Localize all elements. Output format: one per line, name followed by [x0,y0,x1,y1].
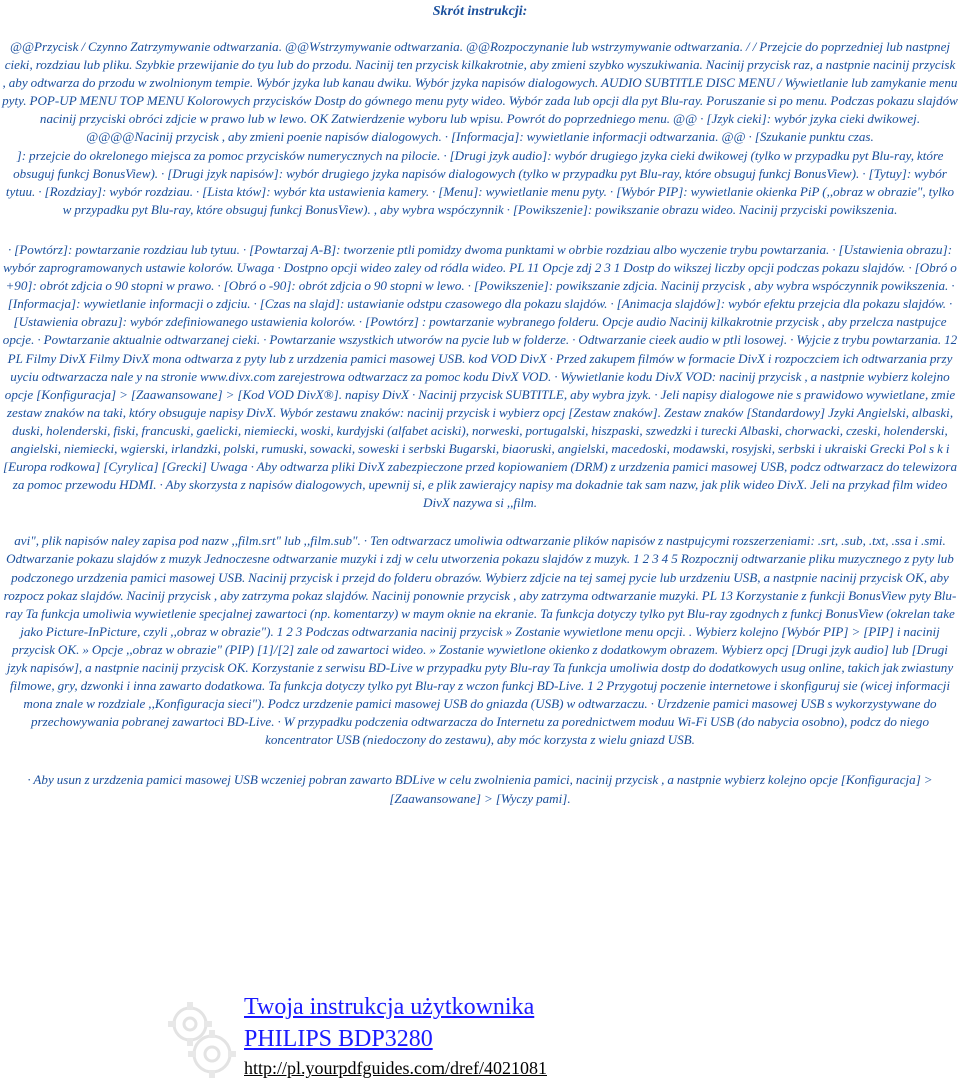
manual-url-link[interactable]: http://pl.yourpdfguides.com/dref/4021081 [244,1058,547,1078]
paragraph-quick-guide: @@Przycisk / Czynno Zatrzymywanie odtwarzania. @@Wstrzymywanie odtwarzania. @@Rozpoczynanie lub wstrzymywanie odtwarzania. / / Przejcie do poprzedniej lub nastpnej cieki, rozdziau lub pliku. Szybkie przewijanie do tyu lub do przodu. Nacinij ten przycisk kilkakrotnie, aby zmieni szybko wyszukiwania. Nacinij przycisk raz, a nastpnie nacinij przycisk , aby odtwarza do przodu w zwolnionym tempie. Wybór jzyka lub kanau dwiku. Wybór jzyka napisów dialogowych. AUDIO SUBTITLE DISC MENU / Wywietlanie lub zamykanie menu pyty. POP-UP MENU TOP MENU Kolorowych przycisków Dostp do gównego menu pyty wideo. Wybór zada lub opcji dla pyt Blu-ray. Poruszanie si po menu. Podczas pokazu slajdów nacinij przyciski obróci zdjcie w prawo lub w lewo. OK Zatwierdzenie wyboru lub wpisu. Powrót do poprzedniego menu. @@ · [Jzyk cieki]: wybór jzyka cieki dwikowej. @@@@Nacinij przycisk , aby zmieni poenie napisów dialogowych. · [Informacja]: wywietlanie informacji odtwarzania. @@ · [Szukanie punktu czas. [2,39,958,145]
manual-title-link[interactable]: Twoja instrukcja użytkownika [244,994,535,1020]
footer [160,994,600,1086]
document-title: Skrót instrukcji: [432,4,528,19]
paragraph-options: ]: przejcie do okrelonego miejsca za pomoc przycisków numerycznych na pilocie. · [Drugi jzyk audio]: wybór drugiego jzyka cieki dwikowej (tylko w przypadku pyt Blu-ray, które obsuguj funkcj BonusView). · [Drugi jzyk napisów]: wybór drugiego jzyka napisów dialogowych (tylko w przypadku pyt Blu-ray, które obsuguj funkcj BonusView). · [Tytuy]: wybór tytuu. · [Rozdziay]: wybór rozdziau. · [Lista któw]: wybór kta ustawienia kamery. · [Menu]: wywietlanie menu pyty. · [Wybór PIP]: wywietlanie okienka PiP (,,obraz w obrazie", tylko w przypadku pyt Blu-ray, które obsuguj funkcj BonusView). , aby wybra wspóczynnik · [Powikszenie]: powikszanie obrazu wideo. Nacinij przyciski powikszenia. [5,147,955,217]
paragraph-slideshow-bonusview-bdlive: avi", plik napisów naley zapisa pod nazw ,,film.srt" lub ,,film.sub". · Ten odtwarzacz umoliwia odtwarzanie plików napisów z nastpujcymi rozszerzeniami: .srt, .sub, .txt, .ssa i .smi. Odtwarzanie pokazu slajdów z muzyk Jednoczesne odtwarzanie muzyki i zdj w celu utworzenia pokazu slajdów z muzyk. 1 2 3 4 5 Rozpocznij odtwarzanie pliku muzycznego z pyty lub podczonego urzdzenia pamici masowej USB. Nacinij przycisk i przejd do folderu obrazów. Wybierz zdjcie na tej samej pycie lub urzdzeniu USB, a nastpnie nacinij przycisk OK, aby rozpocz pokaz slajdów. Nacinij przycisk , aby zatrzyma pokaz slajdów. Nacinij ponownie przycisk , aby zatrzyma odtwarzanie muzyki. PL 13 Korzystanie z funkcji BonusView pyty Blu-ray Ta funkcja umoliwia wywietlenie specjalnej zawartoci (np. komentarzy) w maym oknie na ekranie. Ta funkcja dotyczy tylko pyt Blu-ray zgodnych z funkcj BonusView (okrelan take jako Picture-InPicture, czyli ,,obraz w obrazie"). 1 2 3 Podczas odtwarzania nacinij przycisk » Zostanie wywietlone menu opcji. . Wybierz kolejno [Wybór PIP] > [PIP] i nacinij przycisk OK. » Opcje ,,obraz w obrazie" (PIP) [1]/[2] zale od zawartoci wideo. » Zostanie wywietlone okienko z dodatkowym obrazem. Wybierz opcj [Drugi jzyk audio] lub [Drugi jzyk napisów], a nastpnie nacinij przycisk OK. Korzystanie z serwisu BD-Live w przypadku pyty Blu-ray Ta funkcja umoliwia dostp do dodatkowych usug online, takich jak zwiastuny filmowe, gry, dzwonki i inna zawarto dodatkowa. Ta funkcja dotyczy tylko pyt Blu-ray z wczon funkcj BD-Live. 1 2 Przygotuj poczenie internetowe i skonfiguruj sie (wicej informacji mona znale w rozdziale ,,Konfiguracja sieci"). Podcz urzdzenie pamici masowej USB do gniazda (USB) w odtwarzaczu. · Urzdzenie pamici masowej USB s wykorzystywane do przechowywania pobranej zawartoci BD-Live. · W przypadku podczenia odtwarzacza do Internetu za porednictwem moduu Wi-Fi USB (do nabycia osobno), podcz do niego koncentrator USB (niedoczony do zestawu), aby móc korzysta z wielu gniazd USB. [3,533,957,748]
gears-watermark-icon [160,994,238,1082]
paragraph-clear-memory: · Aby usun z urzdzenia pamici masowej USB wczeniej pobran zawarto BDLive w celu zwolnienia pamici, nacinij przycisk , a nastpnie wybierz kolejno opcje [Konfiguracja] > [Zaawansowane] > [Wyczy pami]. [27,772,933,806]
paragraph-photo-audio-divx: · [Powtórz]: powtarzanie rozdziau lub tytuu. · [Powtarzaj A-B]: tworzenie ptli pomidzy dwoma punktami w obrbie rozdziau albo wyczenie trybu powtarzania. · [Ustawienia obrazu]: wybór zaprogramowanych ustawie kolorów. Uwaga · Dostpno opcji wideo zaley od ródla wideo. PL 11 Opcje zdj 2 3 1 Dostp do wikszej liczby opcji podczas pokazu slajdów. · [Obró o +90]: obrót zdjcia o 90 stopni w prawo. · [Obró o -90]: obrót zdjcia o 90 stopni w lewo. · [Powikszenie]: powikszanie zdjcia. Nacinij przycisk , aby wybra wspóczynnik powikszenia. · [Informacja]: wywietlanie informacji o zdjciu. · [Czas na slajd]: ustawianie odstpu czasowego dla pokazu slajdów. · [Animacja slajdów]: wybór efektu przejcia dla pokazu slajdów. · [Ustawienia obrazu]: wybór zdefiniowanego ustawienia kolorów. · [Powtórz] : powtarzanie wybranego folderu. Opcje audio Nacinij kilkakrotnie przycisk , aby przelcza nastpujce opcje. · Powtarzanie aktualnie odtwarzanej cieki. · Powtarzanie wszystkich utworów na pycie lub w folderze. · Odtwarzanie cieek audio w ptli losowej. · Wyjcie z trybu powtarzania. 12 PL Filmy DivX Filmy DivX mona odtwarza z pyty lub z urzdzenia pamici masowej USB. kod VOD DivX · Przed zakupem filmów w formacie DivX i rozpoczciem ich odtwarzania przy uyciu odtwarzacza nale y na stronie www.divx.com zarejestrowa odtwarzacz za pomoc kodu DivX VOD. · Wywietlanie kodu DivX VOD: nacinij przycisk , a nastpnie wybierz kolejno opcje [Konfiguracja] > [Zaawansowane] > [Kod VOD DivX®]. napisy DivX · Nacinij przycisk SUBTITLE, aby wybra jzyk. · Jeli napisy dialogowe nie s prawidowo wywietlane, zmie zestaw znaków na taki, który obsuguje napisy DivX. Wybór zestawu znaków: nacinij przycisk i wybierz opcj [Zestaw znaków]. Zestaw znaków [Standardowy] Jzyki Angielski, albaski, duski, holenderski, fiski, francuski, gaelicki, niemiecki, woski, kurdyjski (alfabet aciski), norweski, portugalski, hiszpaski, szwedzki i turecki Albaski, chorwacki, czeski, holenderski, angielski, niemiecki, wgierski, irlandzki, polski, rumuski, sowacki, soweski i serbski Bugarski, biaoruski, angielski, macedoski, modawski, rosyjski, serbski i ukraiski Grecki Pol s k i [Europa rodkowa] [Cyrylica] [Grecki] Uwaga · Aby odtwarza pliki DivX zabezpieczone przed kopiowaniem (DRM) z urzdzenia pamici masowej USB, podcz odtwarzacz do telewizora za pomoc przewodu HDMI. · Aby skorzysta z napisów dialogowych, upewnij si, e plik zawierajcy napisy ma dokadnie tak sam nazw, jak plik wideo DivX. Jeli na przykad film wideo DivX nazywa si ,,film. [2,241,958,511]
document-body [2,38,958,808]
product-model-link[interactable]: PHILIPS BDP3280 [244,1026,433,1052]
